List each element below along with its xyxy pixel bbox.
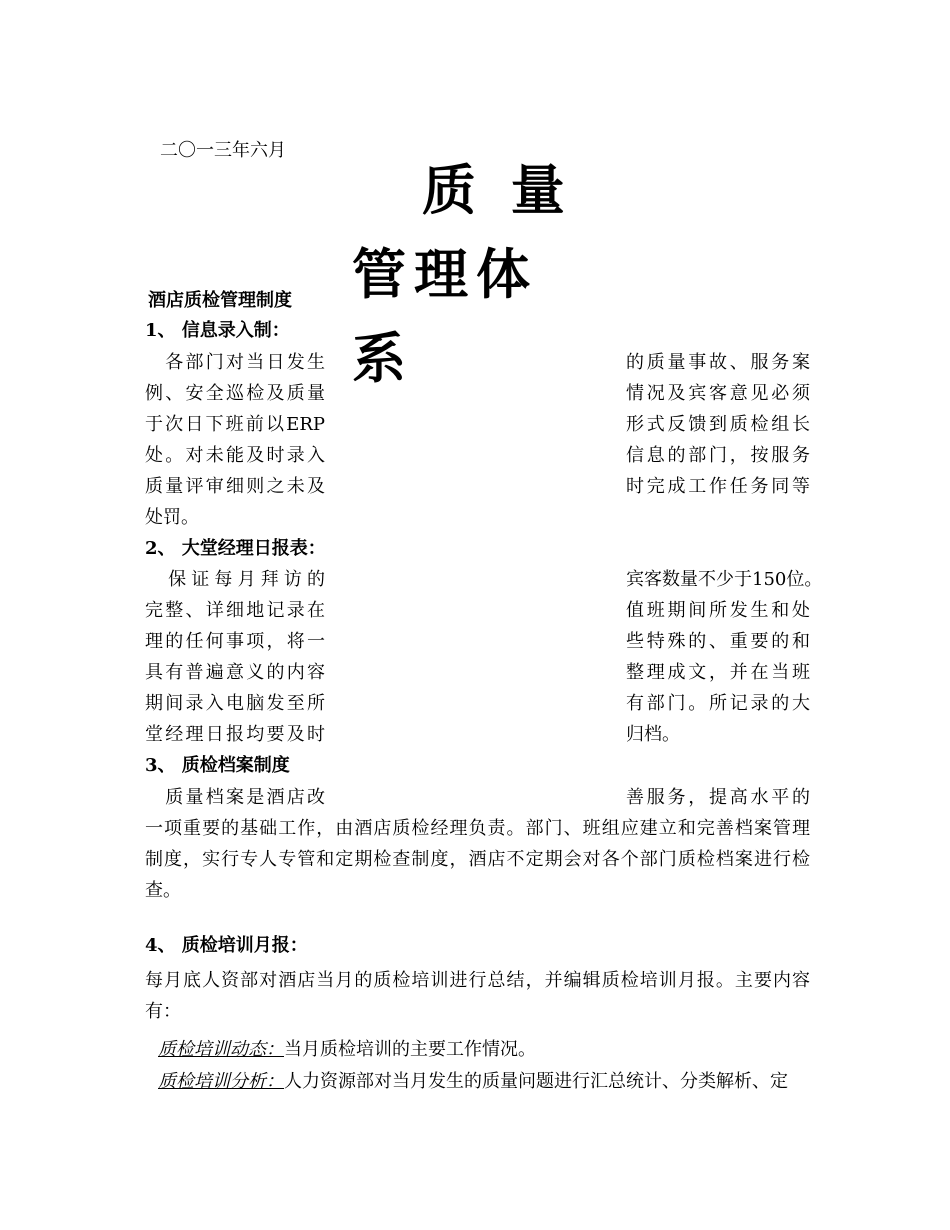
text-line: 处罚。: [145, 507, 199, 528]
section-1-right-column: [626, 347, 810, 502]
text-line: 整理成文，并在当班: [626, 662, 810, 683]
list-item: [158, 1066, 788, 1097]
text-line: 的质量事故、服务案: [626, 352, 810, 373]
section-1-heading: 1、 信息录入制：: [145, 320, 290, 341]
text-line: 具有普遍意义的内容: [145, 662, 325, 683]
text-line: 制度，实行专人专管和定期检查制度，酒店不定期会对各个部门质检档案进行检: [145, 849, 810, 870]
cover-title-line-1: 质 量: [422, 159, 573, 222]
cover-title-line-3: 系: [352, 327, 414, 390]
text-line: 保证每月拜访的: [145, 569, 325, 590]
text-line: 信息的部门，按服务: [626, 445, 810, 466]
text-line: 各部门对当日发生: [145, 352, 325, 373]
text-line: 归档。: [626, 724, 680, 745]
section-3-heading: 3、 质检档案制度: [145, 755, 290, 776]
item-text: 人力资源部对当月发生的质量问题进行汇总统计、分类解析、定: [284, 1071, 788, 1092]
item-label: 质检培训分析：: [158, 1071, 284, 1092]
text-line: 情况及宾客意见必须: [626, 383, 810, 404]
text-line: 值班期间所发生和处: [626, 600, 810, 621]
text-line: 例、安全巡检及质量: [145, 383, 325, 404]
text-line: 查。: [145, 880, 181, 901]
section-3-full-paragraph: [145, 813, 810, 906]
text-line: 每月底人资部对酒店当月的质检培训进行总结，并编辑质检培训月报。主要内容: [145, 970, 810, 991]
section-4-paragraph: [145, 965, 810, 1027]
text-line: 宾客数量不少于150位。: [626, 569, 823, 590]
list-item: [158, 1034, 536, 1065]
text-line: 完整、详细地记录在: [145, 600, 325, 621]
text-line: 处。对未能及时录入: [145, 445, 325, 466]
document-title: 酒店质检管理制度: [148, 290, 292, 311]
item-text: 当月质检培训的主要工作情况。: [284, 1039, 536, 1060]
text-line: 质量档案是酒店改: [145, 787, 325, 808]
text-line: 些特殊的、重要的和: [626, 631, 810, 652]
section-2-right-column: [626, 564, 836, 750]
section-4-heading: 4、 质检培训月报：: [145, 935, 308, 956]
text-line: 期间录入电脑发至所: [145, 693, 325, 714]
text-line: 一项重要的基础工作，由酒店质检经理负责。部门、班组应建立和完善档案管理: [145, 818, 810, 839]
text-line: 理的任何事项，将一: [145, 631, 325, 652]
document-date: 二〇一三年六月: [160, 140, 286, 161]
text-line: 有部门。所记录的大: [626, 693, 810, 714]
text-line: 善服务，提高水平的: [626, 787, 810, 808]
cover-title-line-2: 管理体: [352, 243, 538, 306]
text-line: 堂经理日报均要及时: [145, 724, 325, 745]
item-label: 质检培训动态：: [158, 1039, 284, 1060]
text-line: 形式反馈到质检组长: [626, 414, 810, 435]
text-line: 质量评审细则之未及: [145, 476, 325, 497]
text-line: 有：: [145, 1001, 181, 1022]
section-2-left-column: [145, 564, 325, 750]
text-line: 时完成工作任务同等: [626, 476, 810, 497]
section-2-heading: 2、 大堂经理日报表：: [145, 538, 326, 559]
section-1-left-column: [145, 347, 325, 533]
text-line: 于次日下班前以ERP: [145, 414, 325, 435]
